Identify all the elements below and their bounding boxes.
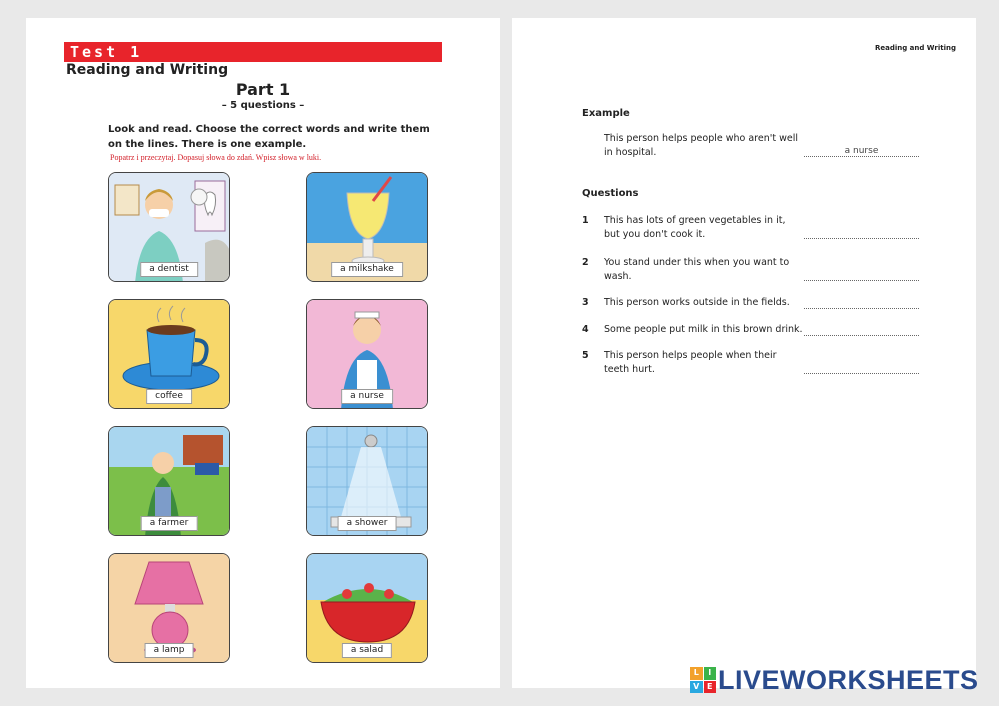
card-label: a nurse bbox=[341, 389, 393, 404]
card-shower bbox=[306, 426, 428, 536]
card-label: a salad bbox=[342, 643, 392, 658]
part-title: Part 1 bbox=[235, 80, 291, 99]
question-number: 4 bbox=[582, 324, 589, 335]
logo-letter: L bbox=[690, 667, 703, 680]
logo-text: LIVEWORKSHEETS bbox=[718, 664, 979, 695]
card-milkshake bbox=[306, 172, 428, 282]
example-answer: a nurse bbox=[804, 144, 919, 157]
example-heading: Example bbox=[582, 108, 630, 119]
question-text: You stand under this when you want to wash. bbox=[604, 257, 790, 282]
card-dentist bbox=[108, 172, 230, 282]
left-page bbox=[26, 18, 500, 688]
answer-field[interactable] bbox=[804, 268, 919, 281]
card-label: a milkshake bbox=[331, 262, 403, 277]
logo-letter: I bbox=[704, 667, 717, 680]
card-lamp bbox=[108, 553, 230, 663]
card-coffee bbox=[108, 299, 230, 409]
card-label: a shower bbox=[338, 516, 397, 531]
question-number: 5 bbox=[582, 350, 589, 361]
page-header: Reading and Writing bbox=[874, 44, 956, 52]
polish-instruction: Popatrz i przeczytaj. Dopasuj słowa do zdań. Wpisz słowa w luki. bbox=[110, 153, 322, 162]
answer-field[interactable] bbox=[804, 226, 919, 239]
question-text: This person helps people when their teeth hurt. bbox=[604, 350, 777, 375]
answer-field[interactable] bbox=[804, 323, 919, 336]
liveworksheets-logo bbox=[690, 664, 979, 696]
question-number: 2 bbox=[582, 257, 589, 268]
logo-letter: E bbox=[704, 681, 717, 694]
example-text: This person helps people who aren't well in hospital. bbox=[604, 133, 798, 158]
questions-heading: Questions bbox=[582, 188, 639, 199]
right-page bbox=[512, 18, 976, 688]
answer-field[interactable] bbox=[804, 296, 919, 309]
answer-field[interactable] bbox=[804, 361, 919, 374]
card-label: coffee bbox=[146, 389, 192, 404]
card-nurse bbox=[306, 299, 428, 409]
logo-mark bbox=[690, 667, 716, 693]
card-label: a dentist bbox=[140, 262, 198, 277]
logo-letter: V bbox=[690, 681, 703, 694]
card-farmer bbox=[108, 426, 230, 536]
test-label: Test 1 bbox=[64, 42, 442, 62]
section-title: Reading and Writing bbox=[66, 62, 229, 78]
question-text: This person works outside in the fields. bbox=[604, 297, 790, 308]
question-number: 1 bbox=[582, 215, 589, 226]
question-text: Some people put milk in this brown drink. bbox=[604, 324, 803, 335]
instruction: Look and read. Choose the correct words and write them on the lines. There is one example. bbox=[108, 124, 430, 150]
card-label: a farmer bbox=[141, 516, 198, 531]
card-salad bbox=[306, 553, 428, 663]
card-label: a lamp bbox=[145, 643, 194, 658]
questions-count: – 5 questions – bbox=[221, 100, 305, 111]
question-text: This has lots of green vegetables in it, but you don't cook it. bbox=[604, 215, 786, 240]
question-number: 3 bbox=[582, 297, 589, 308]
